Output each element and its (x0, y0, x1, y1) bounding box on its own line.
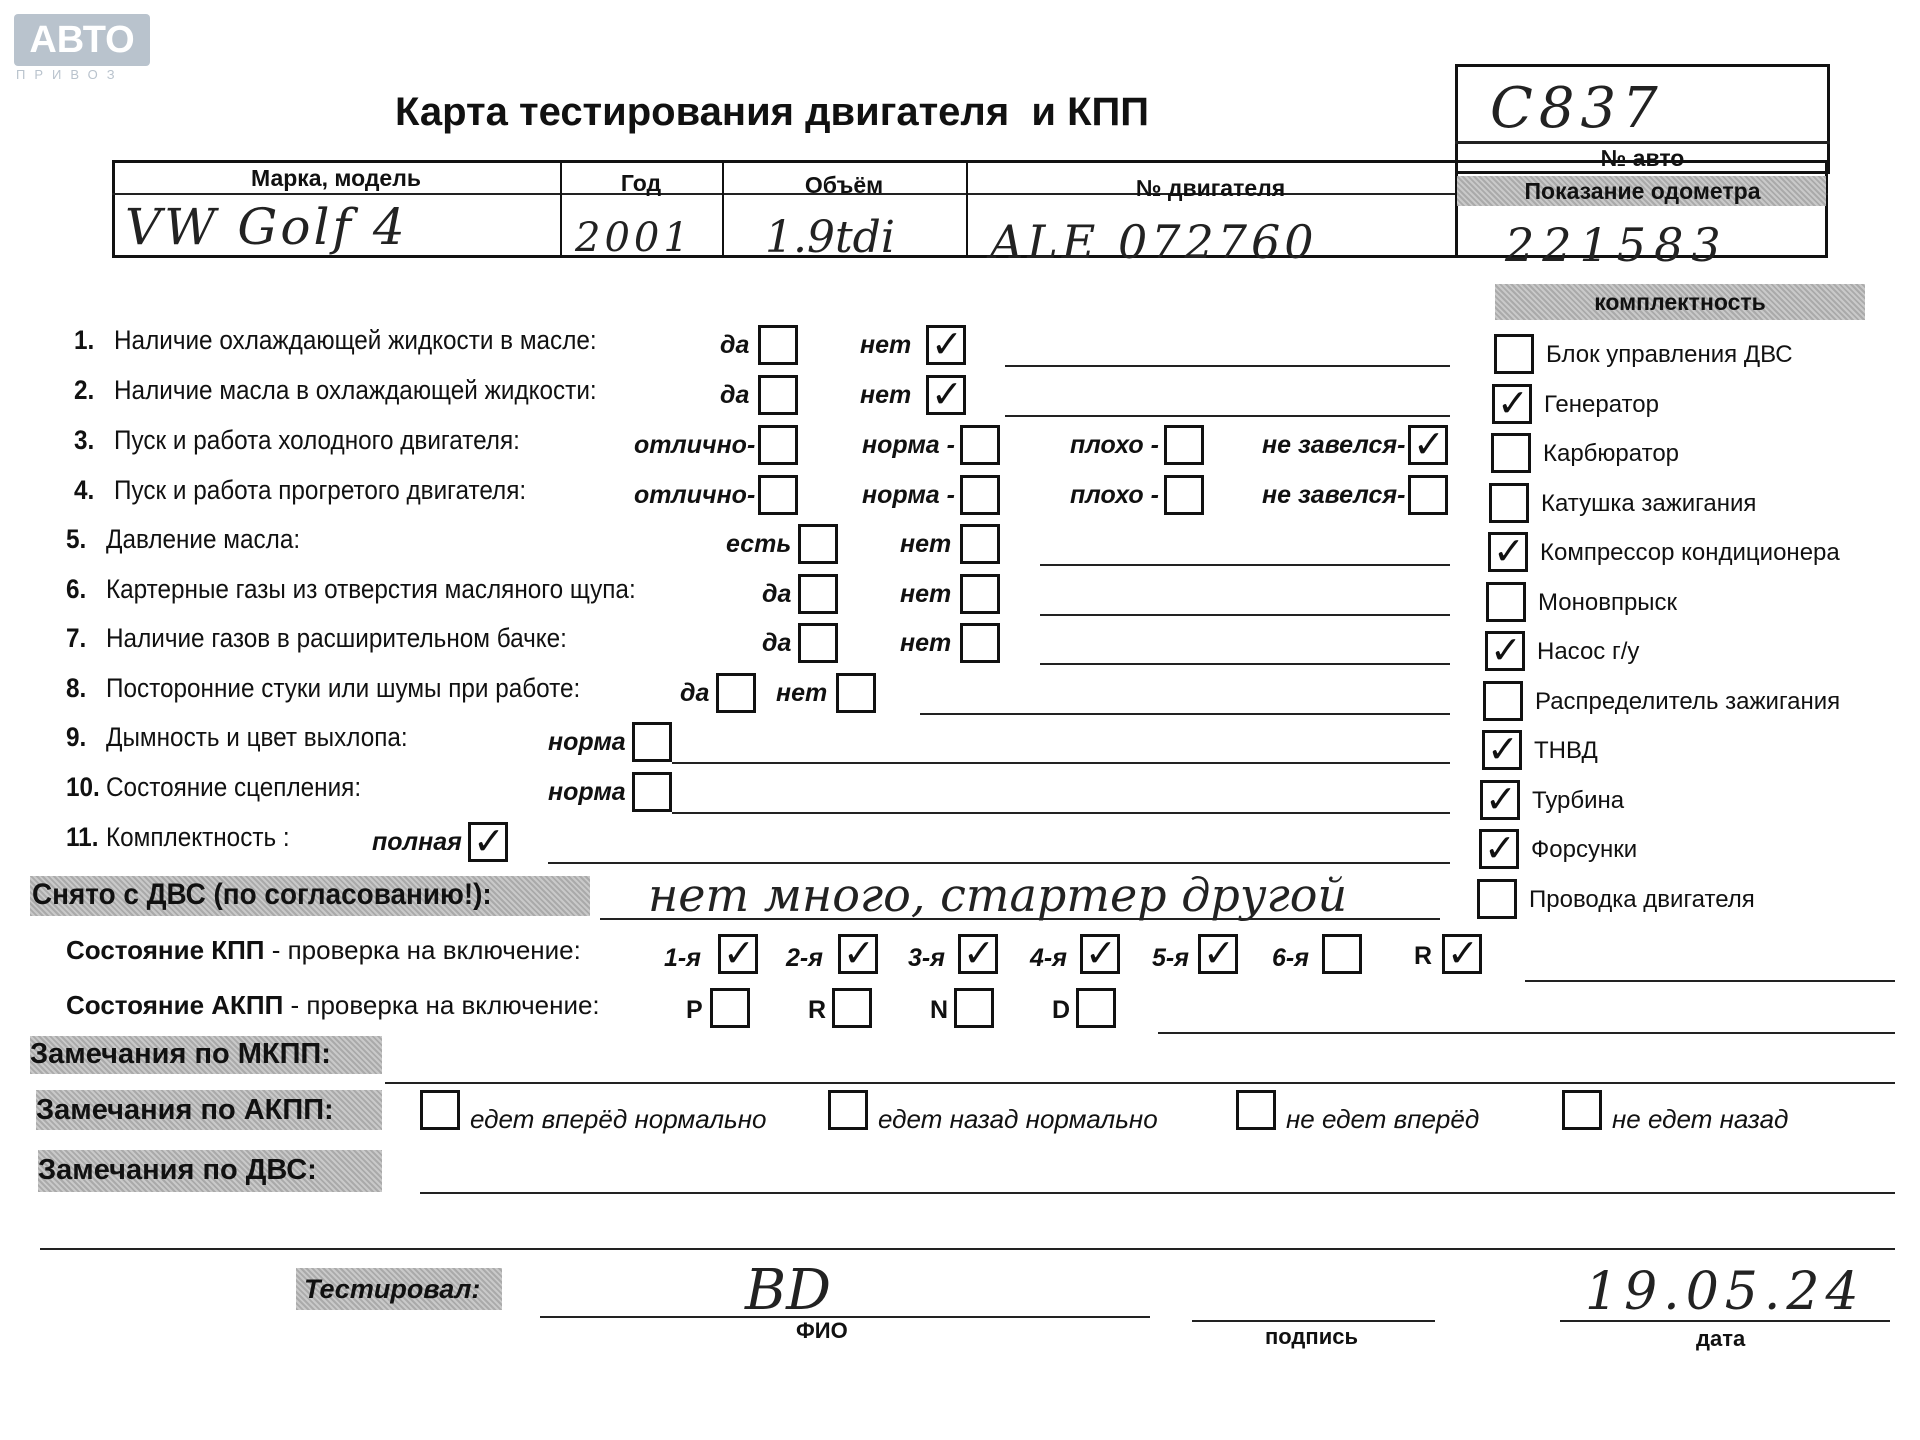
question-number: 1. (74, 325, 95, 355)
kpp-gear-checkbox[interactable] (1322, 934, 1362, 974)
logo-brand: АВТО (29, 19, 135, 61)
question-number: 3. (74, 425, 95, 455)
answer-line (1005, 415, 1450, 417)
completeness-checkbox[interactable] (1483, 681, 1523, 721)
car-number-value: C837 (1490, 76, 1664, 141)
question-checkbox[interactable] (1408, 475, 1448, 515)
akpp-label (66, 990, 600, 1021)
completeness-checkbox[interactable] (1480, 780, 1520, 820)
kpp-gear-label: 6-я (1272, 944, 1309, 972)
page-title: Карта тестирования двигателя и КПП (395, 90, 1150, 134)
removed-label: Снято с ДВС (по согласованию!): (32, 878, 492, 911)
akpp-label-rest: - проверка на включение: (283, 990, 600, 1020)
completeness-item-label: Карбюратор (1543, 440, 1680, 467)
question-number: 11. (66, 822, 99, 852)
logo (14, 14, 150, 66)
completeness-item-label: Распределитель зажигания (1535, 687, 1841, 715)
question-option-label: плохо - (1070, 431, 1159, 459)
question-checkbox[interactable] (632, 772, 672, 812)
question-checkbox[interactable] (836, 673, 876, 713)
question-checkbox[interactable] (758, 375, 798, 415)
question-checkbox[interactable] (926, 325, 966, 365)
kpp-gear-checkbox[interactable] (838, 934, 878, 974)
completeness-checkbox[interactable] (1488, 532, 1528, 572)
question-option-label: да (720, 331, 750, 359)
signature-label: подпись (1265, 1324, 1358, 1349)
question-text: Давление масла: (106, 524, 301, 554)
answer-line (1040, 564, 1450, 566)
date-value: 19.05.24 (1585, 1262, 1865, 1322)
question-text: Наличие масла в охлаждающей жидкости: (114, 375, 597, 405)
kpp-gear-label: 2-я (786, 944, 823, 972)
completeness-checkbox[interactable] (1492, 384, 1532, 424)
akpp-gear-checkbox[interactable] (1076, 988, 1116, 1028)
kpp-label (66, 935, 581, 966)
akpp-gear-label: R (808, 996, 827, 1024)
make-header: Марка, модель (251, 165, 421, 191)
completeness-checkbox[interactable] (1491, 433, 1531, 473)
question-checkbox[interactable] (758, 425, 798, 465)
completeness-checkbox[interactable] (1479, 829, 1519, 869)
question-checkbox[interactable] (716, 673, 756, 713)
question-option-label: да (720, 381, 750, 409)
kpp-gear-checkbox[interactable] (718, 934, 758, 974)
volume-header: Объём (804, 172, 884, 198)
question-text: Дымность и цвет выхлопа: (106, 722, 408, 752)
kpp-gear-checkbox[interactable] (1198, 934, 1238, 974)
question-text: Пуск и работа холодного двигателя: (114, 425, 520, 455)
kpp-label-rest: - проверка на включение: (264, 935, 581, 965)
question-checkbox[interactable] (960, 623, 1000, 663)
question-checkbox[interactable] (798, 524, 838, 564)
tested-by-label: Тестировал: (304, 1274, 481, 1304)
completeness-item-label: ТНВД (1534, 737, 1598, 764)
akpp-remark-label: едет вперёд нормально (470, 1104, 767, 1134)
question-number: 5. (66, 524, 87, 554)
engine-header: № двигателя (1135, 175, 1286, 201)
question-option-label: плохо - (1070, 481, 1159, 509)
question-number: 9. (66, 722, 87, 752)
question-option-label: да (680, 679, 710, 707)
question-checkbox[interactable] (960, 425, 1000, 465)
question-checkbox[interactable] (758, 475, 798, 515)
question-text: Пуск и работа прогретого двигателя: (114, 475, 527, 505)
completeness-item-label: Проводка двигателя (1529, 885, 1755, 913)
question-number: 10. (66, 772, 100, 802)
question-option-label: да (762, 629, 792, 657)
kpp-label-bold: Состояние КПП (66, 935, 265, 965)
answer-line (1005, 365, 1450, 367)
question-number: 2. (74, 375, 95, 405)
completeness-item-label: Турбина (1532, 786, 1625, 814)
make-value: VW Golf 4 (125, 198, 408, 256)
akpp-gear-label: D (1052, 996, 1071, 1024)
answer-line (1040, 663, 1450, 665)
question-option-label: полная (372, 828, 462, 856)
engine-value: ALE 072760 (990, 215, 1318, 269)
question-option-label: норма (548, 728, 626, 756)
question-number: 4. (74, 475, 95, 505)
akpp-gear-checkbox[interactable] (710, 988, 750, 1028)
question-option-label: норма - (862, 481, 955, 509)
answer-line (1040, 614, 1450, 616)
question-checkbox[interactable] (1164, 475, 1204, 515)
kpp-gear-label: R (1414, 942, 1433, 970)
akpp-remark-checkbox[interactable] (1562, 1090, 1602, 1130)
question-checkbox[interactable] (1408, 425, 1448, 465)
logo-sub: ПРИВОЗ (16, 67, 124, 82)
question-number: 8. (66, 673, 87, 703)
completeness-item-label: Форсунки (1531, 836, 1638, 863)
akpp-gear-checkbox[interactable] (954, 988, 994, 1028)
answer-line (920, 713, 1450, 715)
volume-value: 1.9tdi (765, 212, 895, 263)
completeness-checkbox[interactable] (1485, 631, 1525, 671)
completeness-item-label: Катушка зажигания (1541, 489, 1757, 517)
answer-line (672, 812, 1450, 814)
question-option-label: нет (900, 530, 952, 558)
question-option-label: отлично- (634, 431, 756, 459)
remarks-mkpp-label: Замечания по МКПП: (30, 1038, 331, 1070)
completeness-item-label: Моновпрыск (1538, 588, 1678, 616)
akpp-remark-checkbox[interactable] (828, 1090, 868, 1130)
completeness-item-label: Насос г/у (1537, 638, 1640, 665)
completeness-checkbox[interactable] (1486, 582, 1526, 622)
odometer-value: 221583 (1505, 218, 1729, 272)
akpp-gear-label: P (686, 996, 703, 1024)
remarks-akpp-label: Замечания по АКПП: (36, 1094, 334, 1126)
fio-label: ФИО (796, 1318, 848, 1343)
question-option-label: не завелся- (1262, 431, 1406, 459)
akpp-remark-label: едет назад нормально (878, 1104, 1158, 1134)
question-checkbox[interactable] (798, 623, 838, 663)
question-option-label: нет (900, 629, 952, 657)
kpp-gear-checkbox[interactable] (1442, 934, 1482, 974)
question-text: Комплектность : (106, 822, 290, 852)
question-option-label: не завелся- (1262, 481, 1406, 509)
question-option-label: нет (776, 679, 828, 707)
question-number: 7. (66, 623, 87, 653)
question-option-label: норма - (862, 431, 955, 459)
completeness-checkbox[interactable] (1482, 730, 1522, 770)
akpp-remark-checkbox[interactable] (420, 1090, 460, 1130)
akpp-gear-label: N (930, 996, 949, 1024)
question-checkbox[interactable] (468, 822, 508, 862)
kpp-gear-checkbox[interactable] (958, 934, 998, 974)
akpp-remark-label: не едет вперёд (1286, 1104, 1480, 1134)
question-option-label: есть (726, 530, 792, 558)
question-checkbox[interactable] (1164, 425, 1204, 465)
completeness-checkbox[interactable] (1494, 334, 1534, 374)
question-checkbox[interactable] (632, 722, 672, 762)
completeness-checkbox[interactable] (1489, 483, 1529, 523)
akpp-remark-checkbox[interactable] (1236, 1090, 1276, 1130)
completeness-item-label: Генератор (1544, 390, 1659, 418)
question-option-label: нет (860, 381, 912, 409)
question-text: Посторонние стуки или шумы при работе: (106, 673, 581, 703)
kpp-gear-label: 1-я (664, 944, 701, 972)
completeness-item-label: Блок управления ДВС (1546, 341, 1793, 368)
odometer-header: Показание одометра (1524, 178, 1761, 204)
question-text: Картерные газы из отверстия масляного щупа: (106, 574, 636, 604)
kpp-gear-label: 4-я (1030, 944, 1067, 972)
question-option-label: да (762, 580, 792, 608)
question-option-label: нет (860, 331, 912, 359)
akpp-label-bold: Состояние АКПП (66, 990, 284, 1020)
kpp-gear-label: 3-я (908, 944, 945, 972)
question-option-label: нет (900, 580, 952, 608)
question-option-label: отлично- (634, 481, 756, 509)
question-checkbox[interactable] (798, 574, 838, 614)
completeness-item-label: Компрессор кондиционера (1540, 539, 1840, 566)
remarks-dvs-label: Замечания по ДВС: (38, 1154, 317, 1186)
question-option-label: норма (548, 778, 626, 806)
question-checkbox[interactable] (758, 325, 798, 365)
year-header: Год (620, 170, 662, 196)
car-number-label: № авто (1600, 145, 1685, 171)
answer-line (672, 762, 1450, 764)
akpp-remark-label: не едет назад (1612, 1104, 1789, 1134)
year-value: 2001 (575, 215, 693, 261)
tester-name-value: BD (745, 1258, 832, 1323)
question-checkbox[interactable] (960, 524, 1000, 564)
question-checkbox[interactable] (960, 574, 1000, 614)
question-checkbox[interactable] (960, 475, 1000, 515)
completeness-header: комплектность (1495, 284, 1865, 320)
question-checkbox[interactable] (926, 375, 966, 415)
removed-value: нет много, стартер другой (648, 868, 1348, 922)
question-text: Наличие охлаждающей жидкости в масле: (114, 325, 597, 355)
question-text: Наличие газов в расширительном бачке: (106, 623, 567, 653)
completeness-checkbox[interactable] (1477, 879, 1517, 919)
answer-line (548, 862, 1450, 864)
kpp-gear-label: 5-я (1152, 944, 1189, 972)
kpp-gear-checkbox[interactable] (1080, 934, 1120, 974)
question-text: Состояние сцепления: (106, 772, 362, 802)
question-number: 6. (66, 574, 87, 604)
akpp-gear-checkbox[interactable] (832, 988, 872, 1028)
date-label: дата (1696, 1326, 1746, 1351)
